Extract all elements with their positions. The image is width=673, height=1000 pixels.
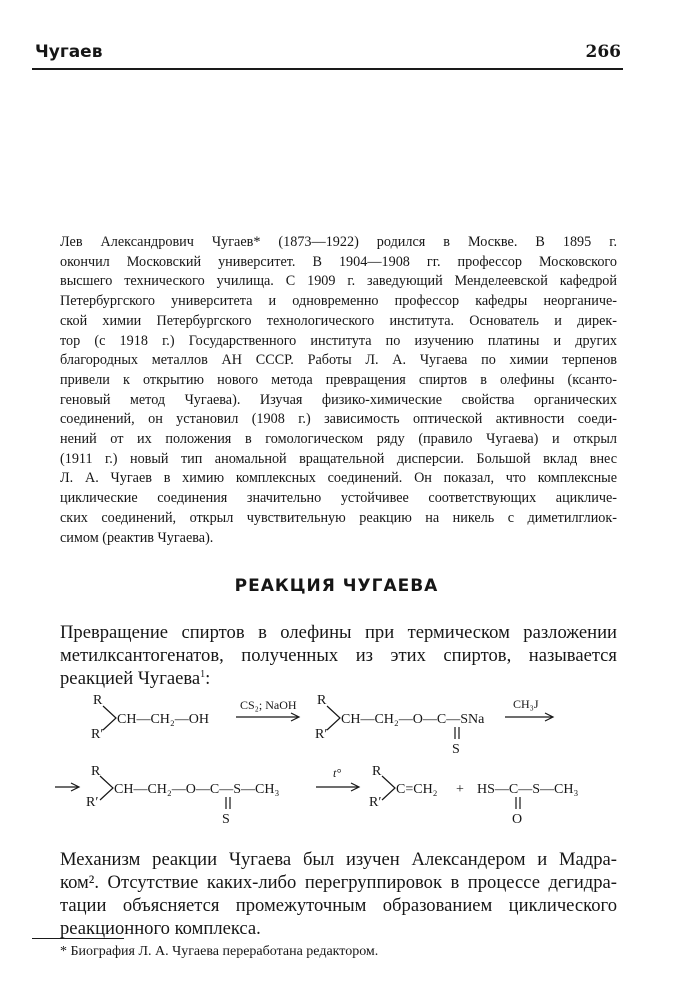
intro-line: метилксантогенатов, полученных из этих спиртов, называется bbox=[60, 645, 617, 666]
substituent-r: R bbox=[93, 693, 103, 708]
reagent-cs2-naoh: CS₂; NaOH bbox=[240, 698, 297, 712]
intro-colon: : bbox=[205, 668, 211, 689]
bio-line: нений от их положения в гомологическом ряду (правило Чугаева) и открыл bbox=[60, 431, 617, 448]
methyl-xanthate-chain: CH—CH₂—O—C—S—CH₃ bbox=[114, 782, 280, 797]
plus-sign: + bbox=[456, 782, 464, 797]
byproduct-chain: HS—C—S—CH₃ bbox=[477, 782, 579, 797]
thione-sulfur: S bbox=[222, 812, 230, 827]
carbonyl-oxygen: O bbox=[512, 812, 523, 827]
intro-line: Превращение спиртов в олефины при термическом разложении bbox=[60, 622, 617, 643]
bio-line: Лев Александрович Чугаев* (1873—1922) родился в Москве. В 1895 г. bbox=[60, 234, 617, 250]
substituent-r-prime: R′ bbox=[315, 727, 328, 742]
branch-bond bbox=[382, 776, 395, 800]
bio-line: благородных металлов АН СССР. Работы Л. А. Чугаева по химии терпенов bbox=[60, 352, 617, 369]
running-header-name: Чугаев bbox=[35, 42, 103, 62]
bio-line: привели к открытию нового метода превращения спиртов в олефины (ксанто- bbox=[60, 371, 617, 388]
outro-line: тации объясняется промежуточным образованием циклического bbox=[60, 895, 617, 916]
bio-line: высшего технического училища. С 1909 г. заведующий Менделеевской кафедрой bbox=[60, 273, 617, 290]
reagent-heat: t° bbox=[333, 766, 342, 780]
bio-line: тор (с 1918 г.) Государственного института по изучению платины и других bbox=[60, 332, 617, 349]
bio-line: окончил Московский университет. В 1904—1908 гг. профессор Московского bbox=[60, 253, 617, 270]
substituent-r: R bbox=[91, 764, 101, 779]
outro-line: Механизм реакции Чугаева был изучен Александером и Мадра- bbox=[60, 849, 617, 870]
section-title: РЕАКЦИЯ ЧУГАЕВА bbox=[234, 576, 439, 596]
branch-bond bbox=[103, 706, 116, 730]
bio-line: ских соединений, открыл чувствительную реакцию на никель с диметилглиок- bbox=[60, 509, 617, 526]
page-number: 266 bbox=[585, 42, 621, 62]
bio-line: циклические соединения значительно устойчивее соответствующих ацикличе- bbox=[60, 490, 617, 507]
branch-bond bbox=[327, 706, 340, 730]
substituent-r-prime: R′ bbox=[91, 727, 104, 742]
footnote-rule bbox=[32, 938, 124, 939]
mechanism-paragraph bbox=[60, 848, 617, 940]
substituent-r-prime: R′ bbox=[86, 795, 99, 810]
bio-line: (1911 г.) новый тип аномальной вращательной дисперсии. Большой вклад внес bbox=[60, 450, 617, 467]
reagent-ch3j: CH₃J bbox=[513, 697, 539, 711]
xanthate-sodium-chain: CH—CH₂—O—C—SNa bbox=[341, 712, 485, 727]
branch-bond bbox=[100, 776, 113, 800]
bio-line: Петербургского университета и одновременно профессор кафедры неорганиче- bbox=[60, 293, 617, 310]
alcohol-chain: CH—CH₂—OH bbox=[117, 712, 209, 727]
footnote: * Биография Л. А. Чугаева переработана редактором. bbox=[60, 944, 379, 959]
bio-line: соединений, он установил (1908 г.) зависимость оптической активности соеди- bbox=[60, 411, 617, 428]
footnote-mark: 1 bbox=[200, 668, 206, 680]
intro-line-text: реакцией Чугаева bbox=[60, 668, 201, 689]
substituent-r: R bbox=[372, 764, 382, 779]
bio-line: Л. А. Чугаев в химию комплексных соединений. Он показал, что комплексные bbox=[60, 470, 617, 487]
substituent-r: R bbox=[317, 693, 327, 708]
outro-line: ком². Отсутствие каких-либо перегруппировок в процессе дегидра- bbox=[60, 872, 617, 893]
substituent-r-prime: R′ bbox=[369, 795, 382, 810]
thione-sulfur: S bbox=[452, 742, 460, 757]
bio-line: геновый метод Чугаева). Изучая физико-химические свойства органических bbox=[60, 391, 617, 408]
bio-line: ской химии Петербургского технологического института. Основатель и дирек- bbox=[60, 312, 617, 329]
alkene-product: C=CH₂ bbox=[396, 782, 438, 797]
bio-line: симом (реактив Чугаева). bbox=[60, 529, 214, 546]
outro-line: реакционного комплекса. bbox=[60, 918, 261, 939]
